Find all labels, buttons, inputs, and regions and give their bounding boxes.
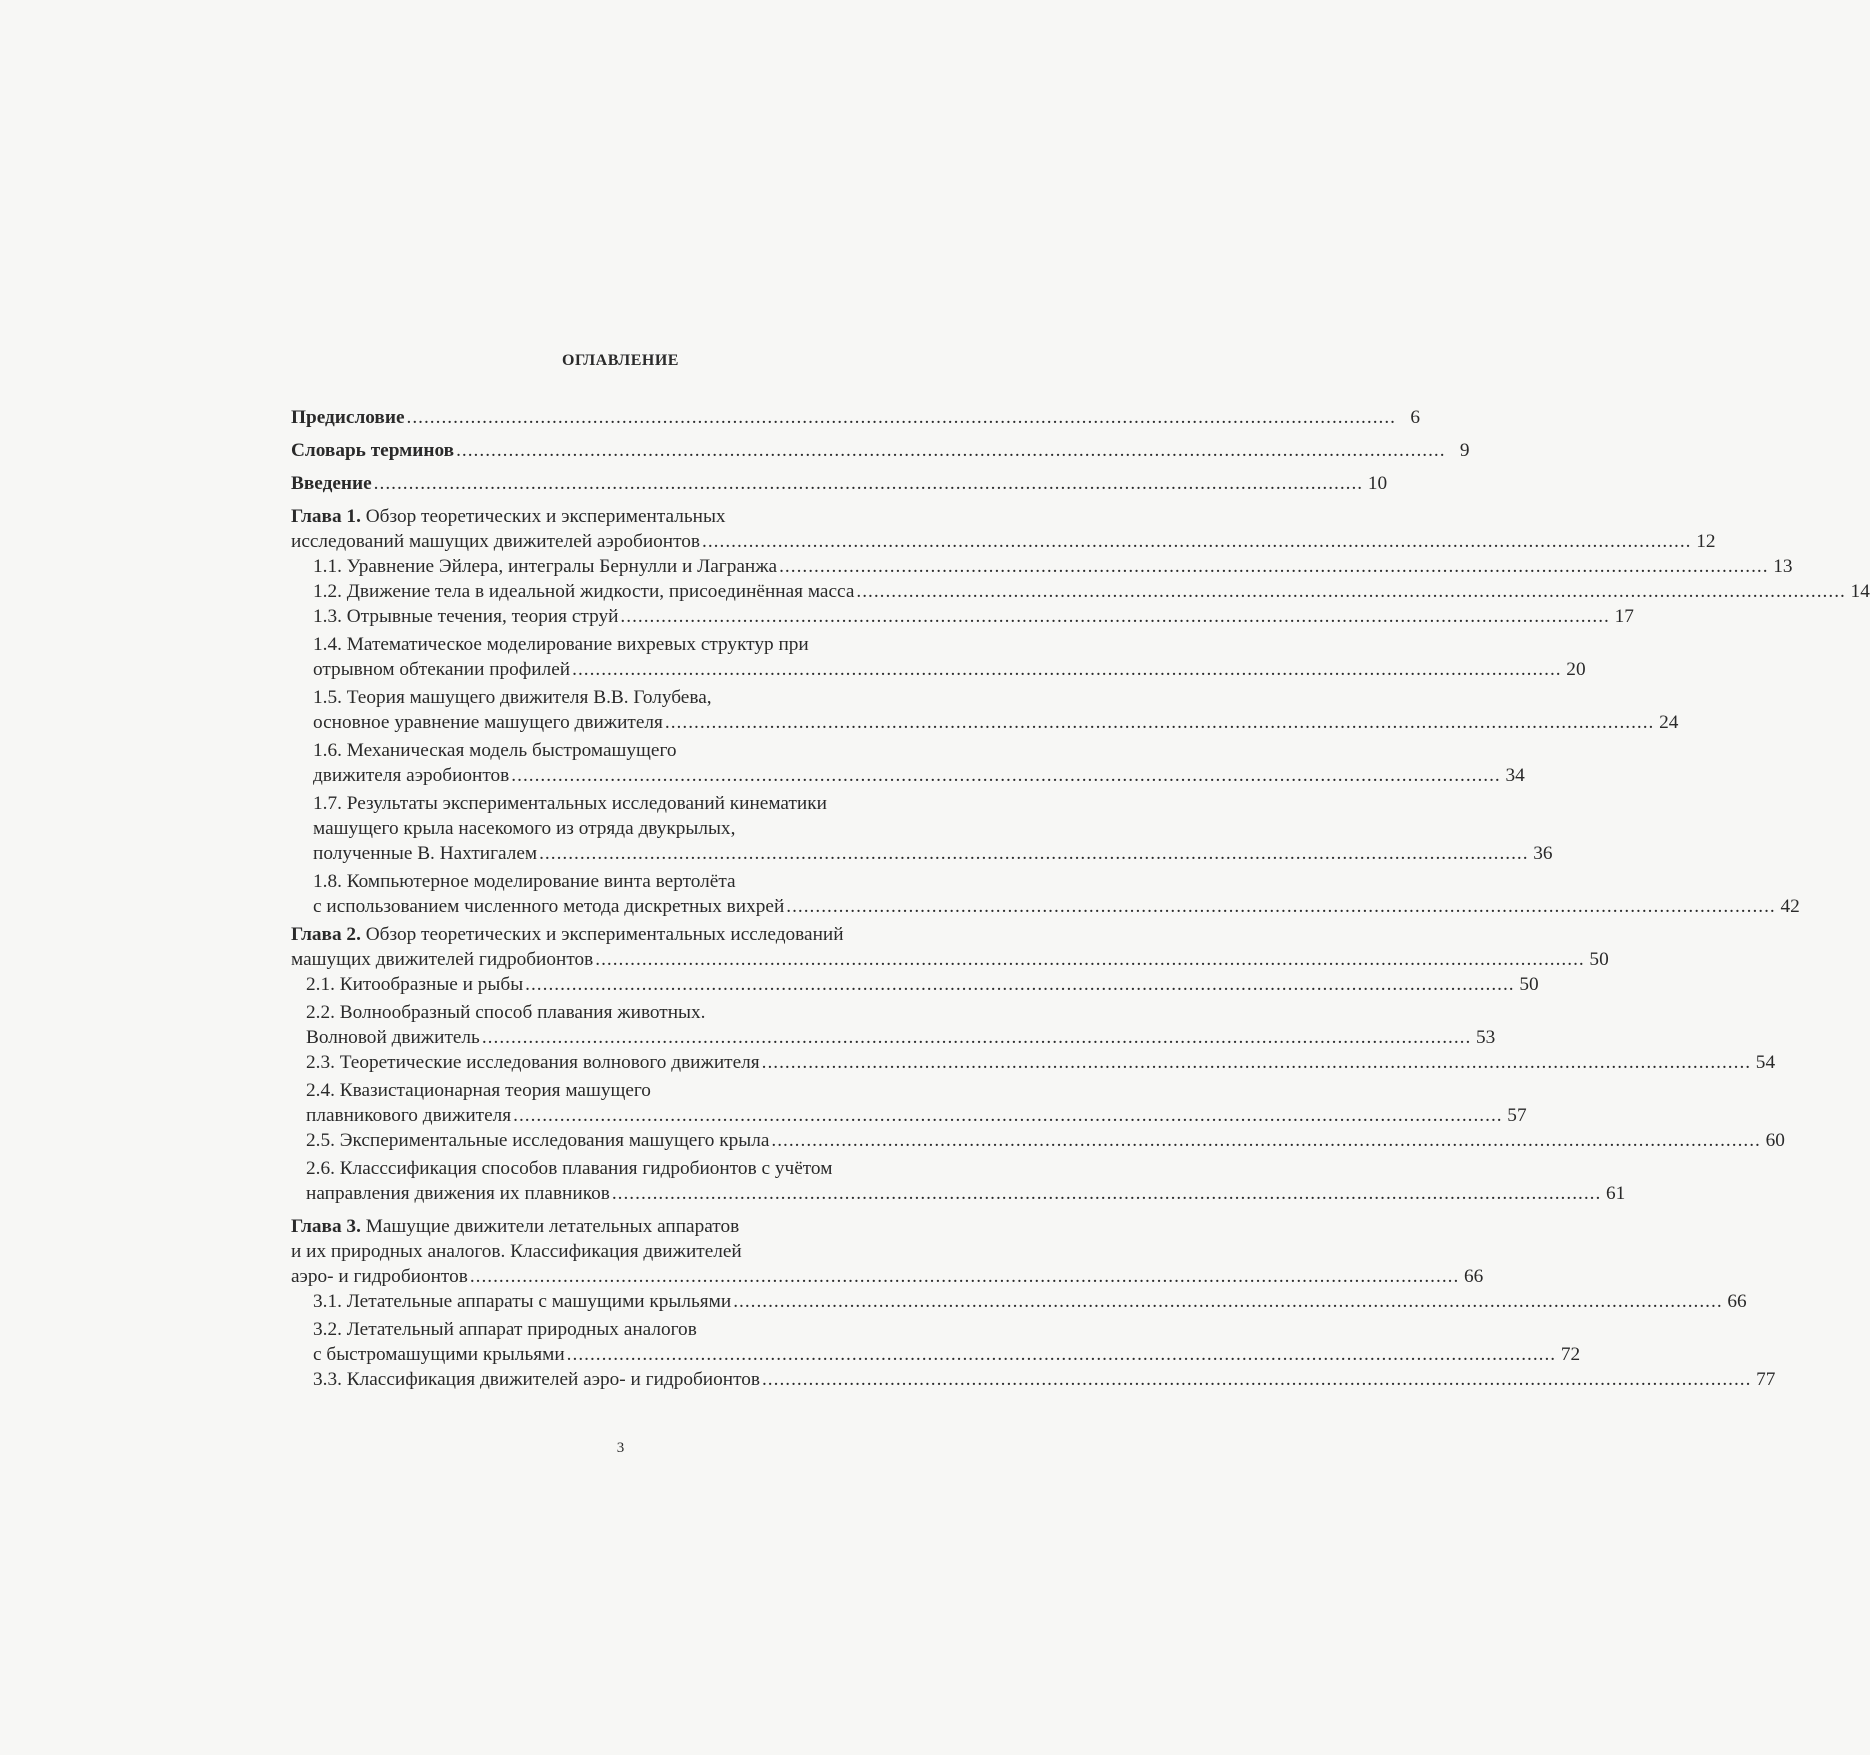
toc-entry-3-2[interactable]: 3.2. Летательный аппарат природных аналогов с быстромашущими крыльями .......................................................................................................................................................................... 72	[313, 1319, 1581, 1365]
leader-dots: ..........................................................................................................................................................................	[771, 1130, 1761, 1151]
toc-entry-2-4[interactable]: 2.4. Квазистационарная теория машущего плавникового движителя .......................................................................................................................................................................... 57	[306, 1080, 1527, 1126]
leader-dots: ..........................................................................................................................................................................	[566, 1344, 1557, 1365]
page-ref: 36	[1533, 843, 1553, 864]
leader-dots: ..........................................................................................................................................................................	[525, 974, 1515, 995]
page-ref: 10	[1367, 473, 1388, 494]
page-ref: 17	[1614, 606, 1634, 627]
leader-dots: ..........................................................................................................................................................................	[406, 407, 1396, 428]
entry-title: Словарь терминов	[291, 440, 455, 461]
toc-entry-2-6[interactable]: 2.6. Класссификация способов плавания гидробионтов с учётом направления движения их плавников .......................................................................................................................................................................... 61	[306, 1158, 1626, 1204]
page-ref: 34	[1505, 765, 1525, 786]
toc-entry-preface[interactable]	[291, 405, 1420, 430]
page-ref: 50	[1519, 974, 1539, 995]
toc-entry-1-4[interactable]: 1.4. Математическое моделирование вихревых структур при отрывном обтекании профилей .......................................................................................................................................................................... 20	[313, 634, 1586, 680]
toc-entry-1-1[interactable]: 1.1. Уравнение Эйлера, интегралы Бернулли и Лагранжа .......................................................................................................................................................................... 13	[313, 556, 1793, 577]
toc-entry-2-1[interactable]: 2.1. Китообразные и рыбы .......................................................................................................................................................................... 50	[306, 974, 1539, 995]
leader-dots: ..........................................................................................................................................................................	[664, 712, 1655, 733]
page-ref: 6	[1410, 407, 1420, 428]
leader-dots: ..........................................................................................................................................................................	[786, 896, 1776, 917]
page-ref: 13	[1773, 556, 1793, 577]
leader-dots: ..........................................................................................................................................................................	[513, 1105, 1503, 1126]
page-ref: 66	[1727, 1291, 1747, 1312]
toc-entry-3-1[interactable]: 3.1. Летательные аппараты с машущими крыльями .......................................................................................................................................................................... 66	[313, 1291, 1747, 1312]
toc-entry-chapter-3[interactable]: Глава 3. Машущие движители летательных аппаратов и их природных аналогов. Классификация движителей аэро- и гидробионтов .......................................................................................................................................................................... 66	[291, 1216, 1484, 1287]
leader-dots: ..........................................................................................................................................................................	[373, 473, 1364, 494]
page-ref: 50	[1589, 949, 1609, 970]
leader-dots: ..........................................................................................................................................................................	[511, 765, 1501, 786]
toc-entry-1-7[interactable]: 1.7. Результаты экспериментальных исследований кинематики машущего крыла насекомого из отряда двукрылых, полученные В. Нахтигалем .......................................................................................................................................................................... 36	[313, 793, 1553, 864]
page-ref: 42	[1780, 896, 1800, 917]
toc-entry-glossary[interactable]	[291, 438, 1470, 463]
chapter-label: Глава 1.	[291, 506, 361, 527]
entry-title: Введение	[291, 473, 372, 494]
page-ref: 66	[1464, 1266, 1484, 1287]
leader-dots: ..........................................................................................................................................................................	[761, 1052, 1752, 1073]
toc-entry-chapter-2[interactable]: Глава 2. Обзор теоретических и экспериментальных исследований машущих движителей гидробионтов .......................................................................................................................................................................... 50	[291, 924, 1609, 970]
chapter-label: Глава 2.	[291, 924, 361, 945]
leader-dots: ..........................................................................................................................................................................	[456, 440, 1446, 461]
leader-dots: ..........................................................................................................................................................................	[761, 1369, 1752, 1390]
leader-dots: ..........................................................................................................................................................................	[620, 606, 1610, 627]
leader-dots: ..........................................................................................................................................................................	[733, 1291, 1723, 1312]
toc-entry-1-6[interactable]: 1.6. Механическая модель быстромашущего движителя аэробионтов .......................................................................................................................................................................... 34	[313, 740, 1525, 786]
leader-dots: ..........................................................................................................................................................................	[539, 843, 1529, 864]
page-number: 3	[616, 1440, 625, 1456]
entry-title: Предисловие	[291, 407, 405, 428]
page-ref: 24	[1659, 712, 1679, 733]
page-ref: 14	[1850, 581, 1870, 602]
page-ref: 20	[1566, 659, 1586, 680]
page-ref: 61	[1606, 1183, 1626, 1204]
leader-dots: ..........................................................................................................................................................................	[856, 581, 1846, 602]
toc-entry-2-3[interactable]: 2.3. Теоретические исследования волнового движителя .......................................................................................................................................................................... 54	[306, 1052, 1776, 1073]
page-ref: 77	[1756, 1369, 1776, 1390]
page-ref: 54	[1755, 1052, 1776, 1073]
toc-entry-introduction[interactable]	[291, 471, 1388, 496]
toc-entry-1-5[interactable]: 1.5. Теория машущего движителя В.В. Голубева, основное уравнение машущего движителя .......................................................................................................................................................................... 24	[313, 687, 1679, 733]
page-ref: 53	[1476, 1027, 1496, 1048]
toc-entry-1-8[interactable]: 1.8. Компьютерное моделирование винта вертолёта с использованием численного метода дискретных вихрей .......................................................................................................................................................................... 42	[313, 871, 1800, 917]
leader-dots: ..........................................................................................................................................................................	[469, 1266, 1460, 1287]
page-ref: 57	[1507, 1105, 1527, 1126]
toc-entry-1-3[interactable]: 1.3. Отрывные течения, теория струй .......................................................................................................................................................................... 17	[313, 606, 1634, 627]
leader-dots: ..........................................................................................................................................................................	[595, 949, 1585, 970]
page-ref: 12	[1696, 531, 1716, 552]
toc-entry-2-2[interactable]: 2.2. Волнообразный способ плавания животных. Волновой движитель .......................................................................................................................................................................... 53	[306, 1002, 1496, 1048]
page-ref: 9	[1459, 440, 1470, 461]
page-title: ОГЛАВЛЕНИЕ	[562, 352, 679, 369]
leader-dots: ..........................................................................................................................................................................	[481, 1027, 1472, 1048]
leader-dots: ..........................................................................................................................................................................	[572, 659, 1562, 680]
leader-dots: ..........................................................................................................................................................................	[611, 1183, 1602, 1204]
page-ref: 72	[1560, 1344, 1581, 1365]
toc-entry-2-5[interactable]: 2.5. Экспериментальные исследования машущего крыла .......................................................................................................................................................................... 60	[306, 1130, 1785, 1151]
chapter-label: Глава 3.	[291, 1216, 361, 1237]
table-of-contents	[291, 405, 1870, 1392]
toc-entry-1-2[interactable]: 1.2. Движение тела в идеальной жидкости, присоединённая масса .......................................................................................................................................................................... 14	[313, 581, 1870, 602]
leader-dots: ..........................................................................................................................................................................	[702, 531, 1692, 552]
toc-entry-3-3[interactable]: 3.3. Классификация движителей аэро- и гидробионтов .......................................................................................................................................................................... 77	[313, 1369, 1776, 1390]
leader-dots: ..........................................................................................................................................................................	[779, 556, 1769, 577]
page-ref: 60	[1765, 1130, 1785, 1151]
toc-entry-chapter-1[interactable]: Глава 1. Обзор теоретических и экспериментальных исследований машущих движителей аэробионтов .......................................................................................................................................................................... 12	[291, 506, 1716, 552]
